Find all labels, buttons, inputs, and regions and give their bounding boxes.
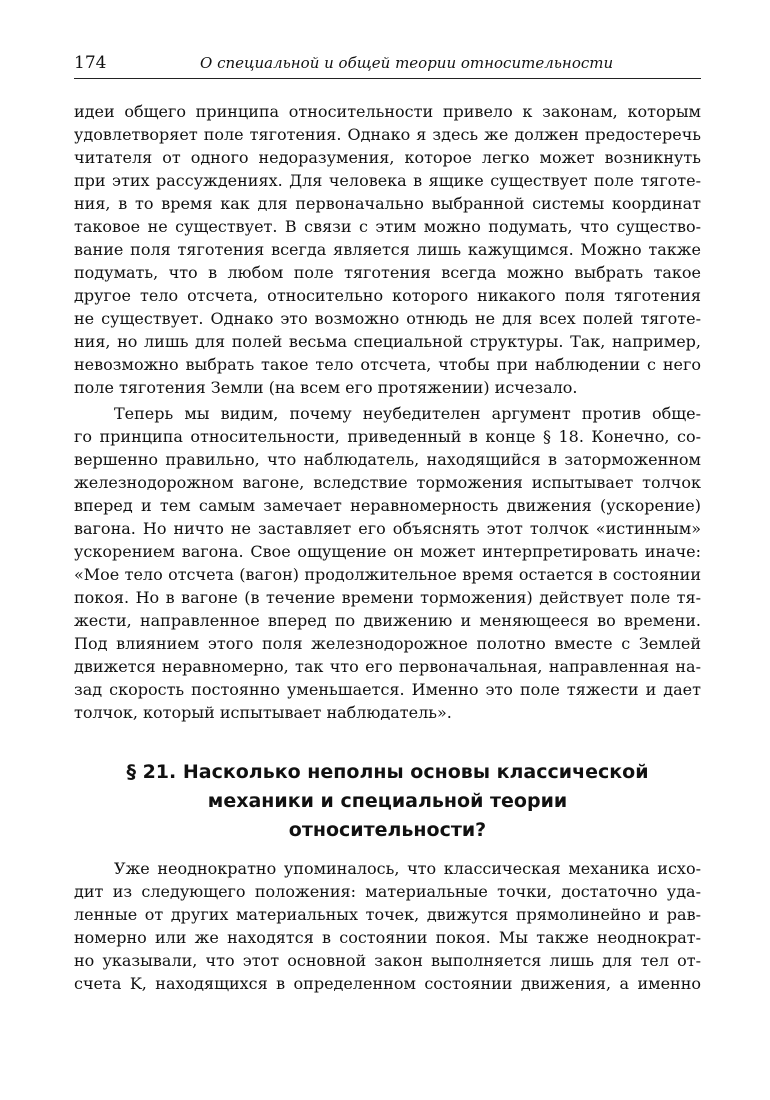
heading-line: § 21. Насколько неполны основы классической xyxy=(126,761,649,783)
text-line: вершенно правильно, что наблюдатель, находящийся в заторможенном xyxy=(74,450,701,469)
text-line: удовлетворяет поле тяготения. Однако я здесь же должен предостеречь xyxy=(74,125,701,144)
page-number: 174 xyxy=(74,53,107,73)
text-line: другое тело отсчета, относительно которого никакого поля тяготения xyxy=(74,286,701,305)
text-line: Теперь мы видим, почему неубедителен аргумент против обще- xyxy=(114,404,701,423)
running-title: О специальной и общей теории относительности xyxy=(200,54,614,72)
text-line: го принципа относительности, приведенный в конце § 18. Конечно, со- xyxy=(74,427,701,446)
text-line: идеи общего принципа относительности привело к законам, которым xyxy=(74,102,701,121)
text-line: «Мое тело отсчета (вагон) продолжительное время остается в состоянии xyxy=(74,565,701,584)
text-line: вагона. Но ничто не заставляет его объяснять этот толчок «истинным» xyxy=(74,519,701,538)
text-line: ускорением вагона. Свое ощущение он может интерпретировать иначе: xyxy=(74,542,701,561)
section-heading xyxy=(74,758,701,845)
text-line: покоя. Но в вагоне (в течение времени торможения) действует поле тя- xyxy=(74,588,701,607)
text-line: движется неравномерно, так что его первоначальная, направленная на- xyxy=(74,657,701,676)
paragraph-3 xyxy=(74,857,701,995)
text-line: железнодорожном вагоне, вследствие торможения испытывает толчок xyxy=(74,473,701,492)
header-rule xyxy=(74,78,701,79)
text-line: поле тяготения Земли (на всем его протяжении) исчезало. xyxy=(74,378,578,397)
text-line: таковое не существует. В связи с этим можно подумать, что существо- xyxy=(74,217,701,236)
text-line: читателя от одного недоразумения, которое легко может возникнуть xyxy=(74,148,701,167)
heading-line: механики и специальной теории xyxy=(207,790,568,812)
paragraph-2 xyxy=(74,402,701,724)
text-line: Уже неоднократно упоминалось, что классическая механика исхо- xyxy=(114,859,701,878)
text-line: номерно или же находятся в состоянии покоя. Мы также неоднократ- xyxy=(74,928,701,947)
text-line: вперед и тем самым замечает неравномерность движения (ускорение) xyxy=(74,496,701,515)
text-line: невозможно выбрать такое тело отсчета, чтобы при наблюдении с него xyxy=(74,355,701,374)
text-line: дит из следующего положения: материальные точки, достаточно уда- xyxy=(74,882,701,901)
text-line: ния, но лишь для полей весьма специальной структуры. Так, например, xyxy=(74,332,701,351)
text-line: счета K, находящихся в определенном состоянии движения, а именно xyxy=(74,974,701,993)
heading-line: относительности? xyxy=(288,819,487,841)
text-line: толчок, который испытывает наблюдатель». xyxy=(74,703,452,722)
text-line: жести, направленное вперед по движению и меняющееся во времени. xyxy=(74,611,701,630)
text-line: при этих рассуждениях. Для человека в ящике существует поле тяготе- xyxy=(74,171,701,190)
text-line: подумать, что в любом поле тяготения всегда можно выбрать такое xyxy=(74,263,701,282)
text-line: Под влиянием этого поля железнодорожное полотно вместе с Землей xyxy=(74,634,701,653)
page-header xyxy=(74,50,701,80)
text-line: ния, в то время как для первоначально выбранной системы координат xyxy=(74,194,701,213)
paragraph-1 xyxy=(74,100,701,399)
text-line: зад скорость постоянно уменьшается. Именно это поле тяжести и дает xyxy=(74,680,701,699)
text-line: не существует. Однако это возможно отнюдь не для всех полей тяготе- xyxy=(74,309,701,328)
text-line: вание поля тяготения всегда является лишь кажущимся. Можно также xyxy=(74,240,701,259)
text-line: но указывали, что этот основной закон выполняется лишь для тел от- xyxy=(74,951,701,970)
text-line: ленные от других материальных точек, движутся прямолинейно и рав- xyxy=(74,905,701,924)
